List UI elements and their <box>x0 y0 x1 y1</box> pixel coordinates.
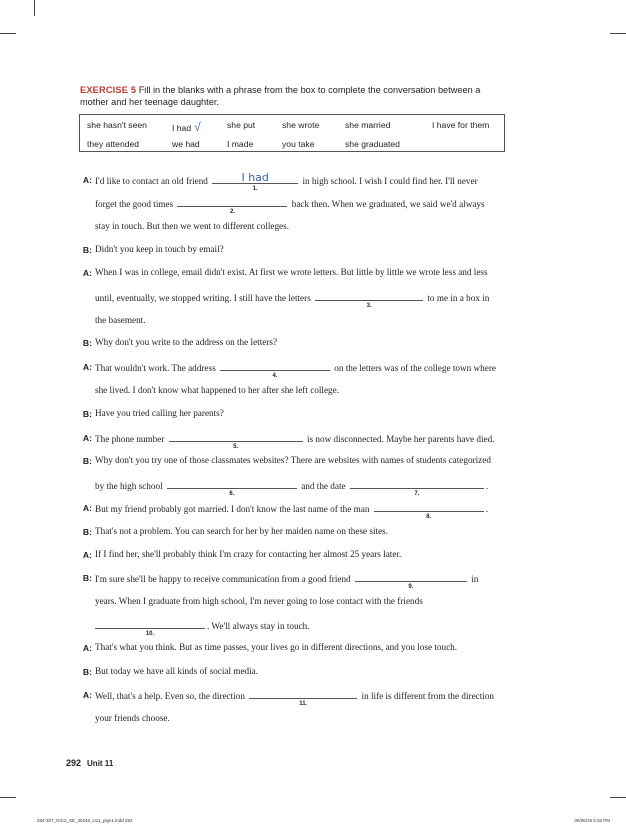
conversation-line: the basement. <box>95 315 146 325</box>
conversation-line: When I was in college, email didn't exist. At first we wrote letters. But little by little we wrote less and less <box>95 267 488 277</box>
conversation-line: Didn't you keep in touch by email? <box>95 244 224 254</box>
speaker-label: B: <box>82 527 92 537</box>
line-text: back then. When we graduated, we said we'd always <box>291 199 485 209</box>
instruction-line-2: mother and her teenage daughter. <box>80 97 219 107</box>
speaker-label: B: <box>82 245 92 255</box>
answer-blank-8[interactable] <box>374 502 484 520</box>
answer-blank-1[interactable] <box>212 171 298 192</box>
crop-mark <box>0 797 16 798</box>
line-text: . <box>485 504 489 514</box>
line-text: in life is different from the direction <box>361 691 495 701</box>
line-text: . <box>485 481 489 491</box>
phrase: they attended <box>87 139 140 149</box>
crop-mark <box>34 0 35 16</box>
line-text: forget the good times <box>95 199 174 209</box>
line-text: in high school. I wish I could find her. I'll never <box>302 176 478 186</box>
phrase: she graduated <box>345 139 400 149</box>
conversation-line: Why don't you write to the address on the letters? <box>95 337 278 347</box>
line-text: I'd like to contact an old friend <box>95 176 208 186</box>
conversation-line <box>95 432 495 450</box>
speaker-label: A: <box>82 643 92 653</box>
line-text: in <box>471 574 479 584</box>
phrase: she wrote <box>282 120 320 130</box>
answer-blank-2[interactable] <box>177 197 287 215</box>
line-text: by the high school <box>95 481 163 491</box>
speaker-label: A: <box>82 268 92 278</box>
blank-number: 11. <box>299 701 308 707</box>
conversation-line <box>95 197 485 215</box>
page-footer <box>66 758 113 768</box>
line-text: on the letters was of the college town where <box>334 363 496 373</box>
line-text: . We'll always stay in touch. <box>207 621 310 631</box>
conversation-line <box>95 689 495 707</box>
conversation-line <box>95 572 479 590</box>
line-text: and the date <box>301 481 346 491</box>
exercise-label: EXERCISE 5 <box>80 85 137 95</box>
conversation-line <box>95 479 489 497</box>
line-text: But my friend probably got married. I don't know the last name of the man <box>95 504 370 514</box>
conversation-line: your friends choose. <box>95 713 170 723</box>
speaker-label: A: <box>82 550 92 560</box>
conversation-line <box>95 502 489 520</box>
line-text: The phone number <box>95 434 165 444</box>
conversation-line: she lived. I don't know what happened to her after she left college. <box>95 385 340 395</box>
phrase: you take <box>282 139 315 149</box>
speaker-label: B: <box>82 409 92 419</box>
conversation-line <box>95 171 478 192</box>
phrase: she put <box>227 120 256 130</box>
conversation-line: Why don't you try one of those classmates websites? There are websites with names of students categorized <box>95 455 491 465</box>
check-icon: √ <box>194 120 201 134</box>
page-number: 292 <box>66 758 82 768</box>
word-box <box>79 114 505 152</box>
line-text: I'm sure she'll be happy to receive communication from a good friend <box>95 574 351 584</box>
conversation-line: That's not a problem. You can search for her by her maiden name on these sites. <box>95 526 389 536</box>
speaker-label: B: <box>82 573 92 583</box>
speaker-label: B: <box>82 456 92 466</box>
line-text: until, eventually, we stopped writing. I still have the letters <box>95 293 311 303</box>
speaker-label: A: <box>82 433 92 443</box>
conversation-line <box>95 361 496 379</box>
instruction-line-1: Fill in the blanks with a phrase from the box to complete the conversation between a <box>138 85 481 95</box>
phrase: she hasn't seen <box>87 120 147 130</box>
speaker-label: A: <box>82 175 92 185</box>
line-text: Well, that's a help. Even so, the direction <box>95 691 245 701</box>
answer-blank-11[interactable] <box>249 689 357 707</box>
conversation-line: If I find her, she'll probably think I'm crazy for contacting her almost 25 years later. <box>95 549 402 559</box>
answer-blank-5[interactable] <box>169 432 303 450</box>
conversation-line <box>95 619 310 637</box>
answer-blank-3[interactable] <box>315 291 423 309</box>
blank-number: 2. <box>229 209 235 215</box>
crop-mark <box>610 33 626 34</box>
conversation-line: Have you tried calling her parents? <box>95 408 224 418</box>
phrase-label: I had <box>172 123 192 133</box>
speaker-label: A: <box>82 690 92 700</box>
line-text: to me in a box in <box>427 293 490 303</box>
phrase: I made <box>227 139 254 149</box>
speaker-label: B: <box>82 667 92 677</box>
answer-blank-4[interactable] <box>220 361 330 379</box>
line-text: That wouldn't work. The address <box>95 363 216 373</box>
blank-number: 10. <box>145 631 155 637</box>
exercise-header <box>80 84 520 108</box>
speaker-label: A: <box>82 503 92 513</box>
phrase: I have for them <box>432 120 490 130</box>
conversation-line: That's what you think. But as time passes, your lives go in different directions, and you lose touch. <box>95 642 458 652</box>
conversation-line: But today we have all kinds of social media. <box>95 666 259 676</box>
answer-blank-10[interactable] <box>95 619 205 637</box>
phrase: we had <box>172 139 200 149</box>
answer-blank-7[interactable] <box>350 479 484 497</box>
conversation-line: years. When I graduate from high school, I'm never going to lose contact with the friends <box>95 596 423 606</box>
crop-mark <box>0 33 16 34</box>
blank-number: 8. <box>426 514 432 520</box>
answer-blank-9[interactable] <box>355 572 467 590</box>
blank-number: 3. <box>366 303 372 309</box>
line-text: is now disconnected. Maybe her parents have died. <box>307 434 495 444</box>
conversation-line: stay in touch. But then we went to different colleges. <box>95 221 289 231</box>
answer-blank-6[interactable] <box>167 479 297 497</box>
speaker-label: B: <box>82 338 92 348</box>
blank-number: 7. <box>414 491 420 497</box>
blank-number: 9. <box>408 584 414 590</box>
conversation-line <box>95 291 490 309</box>
blank-number: 6. <box>229 491 235 497</box>
blank-number: 5. <box>233 444 239 450</box>
crop-mark <box>610 797 626 798</box>
print-slug-left: 284-307_GIC2_SE_40246_U11_pign1.indd 292 <box>37 818 133 823</box>
unit-label: Unit 11 <box>87 759 114 768</box>
speaker-label: A: <box>82 362 92 372</box>
phrase-checked <box>172 120 201 134</box>
print-slug-right: 06/06/19 6:32 PM <box>574 818 610 823</box>
blank-number: 4. <box>272 373 278 379</box>
blank-number: 1. <box>252 186 258 192</box>
handwritten-answer: I had <box>241 171 269 184</box>
phrase: she married <box>345 120 391 130</box>
